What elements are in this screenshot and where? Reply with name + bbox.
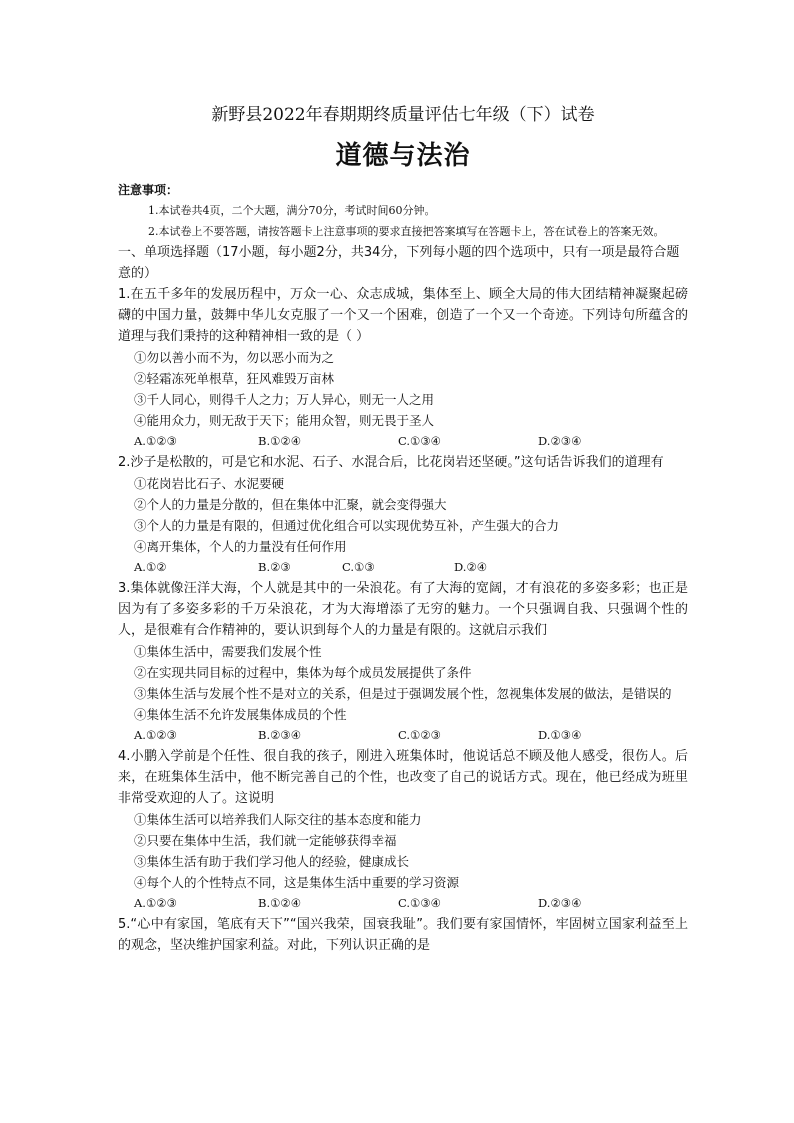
question-stem: 3.集体就像汪洋大海，个人就是其中的一朵浪花。有了大海的宽阔，才有浪花的多姿多彩；也正是因为有了多姿多彩的千万朵浪花，才为大海增添了无穷的魅力。一个只强调自我、只强调个性的人，是很难有合作精神的，要认识到每个人的力量是有限的。这就启示我们 [118,581,688,638]
option-statement: ③集体生活有助于我们学习他人的经验，健康成长 [134,854,410,869]
answer-choices [118,893,688,914]
option-statement: ②个人的力量是分散的，但在集体中汇聚，就会变得强大 [134,497,447,512]
question-5 [118,914,688,956]
answer-choices [118,431,688,452]
option-statement: ②只要在集体中生活，我们就一定能够获得幸福 [134,833,397,848]
answer-choices [118,557,688,578]
question-4 [118,746,688,914]
option-statement: ②轻霜冻死单根草，狂风难毁万亩林 [134,371,335,386]
question-stem: 4.小鹏入学前是个任性、很自我的孩子，刚进入班集体时，他说话总不顾及他人感受，很伤人。后来，在班集体生活中，他不断完善自己的个性，也改变了自己的说话方式。现在，他已经成为班里非常受欢迎的人了。这说明 [118,749,688,806]
question-2 [118,452,688,578]
choice-a: A.①②③ [134,896,177,910]
option-statement: ④能用众力，则无敌于天下；能用众智，则无畏于圣人 [134,413,435,428]
option-statement: ④每个人的个性特点不同，这是集体生活中重要的学习资源 [134,875,460,890]
option-statement: ①勿以善小而不为，勿以恶小而为之 [134,350,335,365]
note-item-2: 2.本试卷上不要答题，请按答题卡上注意事项的要求直接把答案填写在答题卡上，答在试卷上的答案无效。 [148,225,665,238]
question-3 [118,578,688,746]
answer-choices [118,725,688,746]
choice-b: B.②③④ [258,728,302,742]
choice-d: D.②③④ [538,434,582,448]
option-statement: ③个人的力量是有限的，但通过优化组合可以实现优势互补，产生强大的合力 [134,518,560,533]
choice-b: B.①②④ [258,434,302,448]
subject-title: 道德与法治 [335,141,471,171]
option-statement: ④离开集体，个人的力量没有任何作用 [134,539,347,554]
choice-a: A.①② [134,560,167,574]
choice-b: B.①②④ [258,896,302,910]
exam-title: 新野县2022年春期期终质量评估七年级（下）试卷 [211,105,595,125]
notes-block [118,180,688,242]
choice-a: A.①②③ [134,434,177,448]
choice-c: C.①③ [342,560,375,574]
question-stem: 1.在五千多年的发展历程中，万众一心、众志成城，集体至上、顾全大局的伟大团结精神凝聚起磅礴的中国力量，鼓舞中华儿女克服了一个又一个困难，创造了一个又一个奇迹。下列诗句所蕴含的道理与我们秉持的这种精神相一致的是（ ） [118,287,688,344]
choice-d: D.①③④ [538,728,582,742]
exam-page [118,104,688,956]
question-stem: 2.沙子是松散的，可是它和水泥、石子、水混合后，比花岗岩还坚硬。”这句话告诉我们的道理有 [118,455,664,470]
option-statement: ③千人同心，则得千人之力；万人异心，则无一人之用 [134,392,435,407]
section-heading: 一、单项选择题（17小题，每小题2分，共34分，下列每小题的四个选项中，只有一项是最符合题意的） [118,245,680,281]
option-statement: ②在实现共同目标的过程中，集体为每个成员发展提供了条件 [134,665,472,680]
option-statement: ③集体生活与发展个性不是对立的关系，但是过于强调发展个性，忽视集体发展的做法，是错误的 [134,686,672,701]
notes-heading: 注意事项： [118,183,179,197]
option-statement: ①集体生活可以培养我们人际交往的基本态度和能力 [134,812,422,827]
option-statement: ④集体生活不允许发展集体成员的个性 [134,707,347,722]
question-stem: 5.“心中有家国，笔底有天下”“国兴我荣，国衰我耻”。我们要有家国情怀，牢固树立国家利益至上的观念，坚决维护国家利益。对此，下列认识正确的是 [118,917,688,953]
option-statement: ①花岗岩比石子、水泥要硬 [134,476,285,491]
choice-c: C.①③④ [398,896,441,910]
choice-a: A.①②③ [134,728,177,742]
note-item-1: 1.本试卷共4页，二个大题，满分70分，考试时间60分钟。 [148,204,436,217]
choice-d: D.②③④ [538,896,582,910]
option-statement: ①集体生活中，需要我们发展个性 [134,644,322,659]
question-1 [118,284,688,452]
choice-c: C.①②③ [398,728,441,742]
choice-b: B.②③ [258,560,291,574]
choice-c: C.①③④ [398,434,441,448]
choice-d: D.②④ [454,560,488,574]
